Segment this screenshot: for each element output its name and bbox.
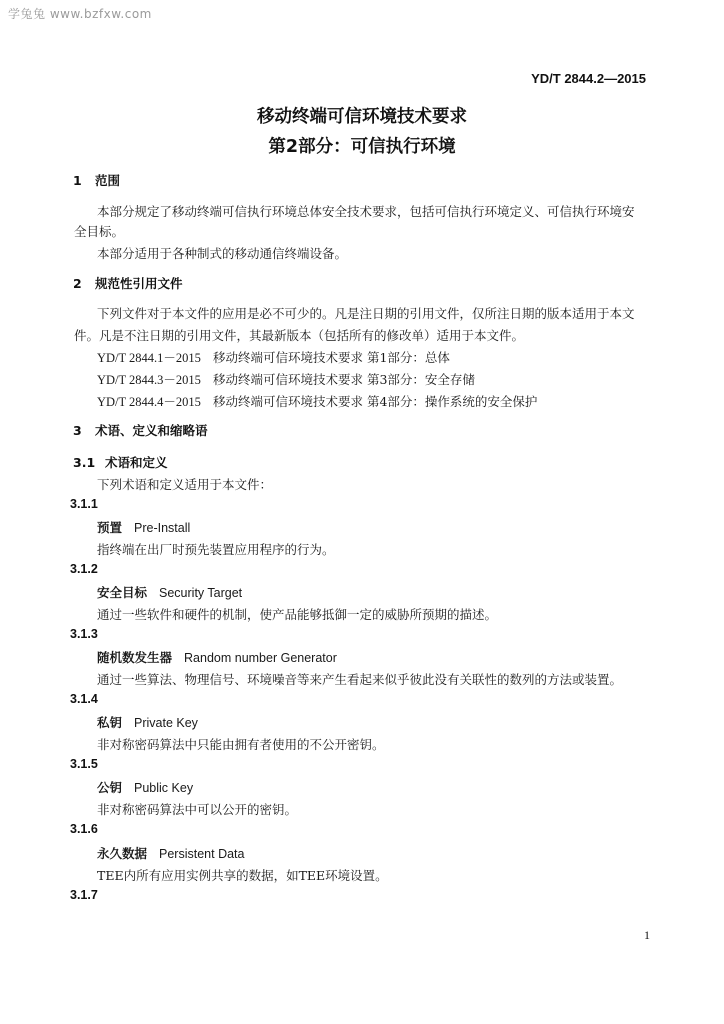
term-definition: 通过一些软件和硬件的机制，使产品能够抵御一定的威胁所预期的描述。 <box>97 607 498 622</box>
term-number: 3.1.2 <box>70 562 98 576</box>
section-3-heading <box>73 421 208 439</box>
term-number: 3.1.1 <box>70 497 98 511</box>
reference-item <box>97 348 450 366</box>
document-title: 移动终端可信环境技术要求 <box>257 107 467 127</box>
term-en: Random number Generator <box>184 651 337 665</box>
paragraph-continuation: 件。凡是不注日期的引用文件，其最新版本（包括所有的修改单）适用于本文件。 <box>74 328 525 343</box>
term-definition: 通过一些算法、物理信号、环境噪音等来产生看起来似乎彼此没有关联性的数列的方法或装置。 <box>97 672 623 687</box>
term-entry <box>97 648 337 666</box>
subsection-title: 术语和定义 <box>105 455 168 470</box>
term-zh: 公钥 <box>97 780 123 795</box>
term-definition: 非对称密码算法中只能由拥有者使用的不公开密钥。 <box>97 737 385 752</box>
page-number: 1 <box>644 928 650 942</box>
section-title: 术语、定义和缩略语 <box>95 423 208 438</box>
term-en: Security Target <box>159 586 243 600</box>
paragraph-continuation: 全目标。 <box>74 224 125 239</box>
term-number: 3.1.7 <box>70 888 98 902</box>
term-zh: 私钥 <box>97 715 123 730</box>
term-entry <box>97 778 193 796</box>
reference-code: YD/T 2844.1－2015 <box>97 351 201 365</box>
section-number: 1 <box>73 173 82 188</box>
term-number: 3.1.4 <box>70 692 98 706</box>
term-number: 3.1.5 <box>70 757 98 771</box>
reference-title: 移动终端可信环境技术要求 第1部分：总体 <box>213 350 450 365</box>
paragraph: 下列术语和定义适用于本文件： <box>97 477 273 492</box>
section-title: 规范性引用文件 <box>95 276 183 291</box>
subsection-3-1-heading <box>73 453 168 471</box>
paragraph: 本部分适用于各种制式的移动通信终端设备。 <box>97 246 348 261</box>
term-zh: 安全目标 <box>97 585 148 600</box>
reference-code: YD/T 2844.3－2015 <box>97 373 201 387</box>
term-zh: 永久数据 <box>97 846 148 861</box>
section-number: 3 <box>73 423 82 438</box>
section-number: 2 <box>73 276 82 291</box>
term-zh: 随机数发生器 <box>97 650 173 665</box>
term-number: 3.1.6 <box>70 822 98 836</box>
reference-title: 移动终端可信环境技术要求 第4部分：操作系统的安全保护 <box>213 394 538 409</box>
term-en: Persistent Data <box>159 847 245 861</box>
watermark: 学兔兔 www.bzfxw.com <box>8 7 152 21</box>
reference-item <box>97 370 475 388</box>
term-entry <box>97 518 190 536</box>
standard-code: YD/T 2844.2—2015 <box>531 71 646 86</box>
reference-code: YD/T 2844.4－2015 <box>97 395 201 409</box>
term-definition: TEE内所有应用实例共享的数据，如TEE环境设置。 <box>97 868 388 883</box>
paragraph: 本部分规定了移动终端可信执行环境总体安全技术要求，包括可信执行环境定义、可信执行环境安 <box>97 204 635 219</box>
reference-item <box>97 392 537 410</box>
term-zh: 预置 <box>97 520 123 535</box>
term-entry <box>97 713 198 731</box>
document-subtitle: 第2部分：可信执行环境 <box>268 137 456 157</box>
section-1-heading <box>73 171 120 189</box>
term-en: Pre-Install <box>134 521 191 535</box>
section-2-heading <box>73 274 183 292</box>
term-en: Public Key <box>134 781 194 795</box>
paragraph: 下列文件对于本文件的应用是必不可少的。凡是注日期的引用文件，仅所注日期的版本适用于本文 <box>97 306 635 321</box>
term-definition: 指终端在出厂时预先装置应用程序的行为。 <box>97 542 335 557</box>
reference-title: 移动终端可信环境技术要求 第3部分：安全存储 <box>213 372 475 387</box>
term-entry <box>97 844 244 862</box>
subsection-number: 3.1 <box>73 455 96 470</box>
section-title: 范围 <box>95 173 121 188</box>
term-en: Private Key <box>134 716 198 730</box>
term-entry <box>97 583 242 601</box>
term-definition: 非对称密码算法中可以公开的密钥。 <box>97 802 298 817</box>
term-number: 3.1.3 <box>70 627 98 641</box>
